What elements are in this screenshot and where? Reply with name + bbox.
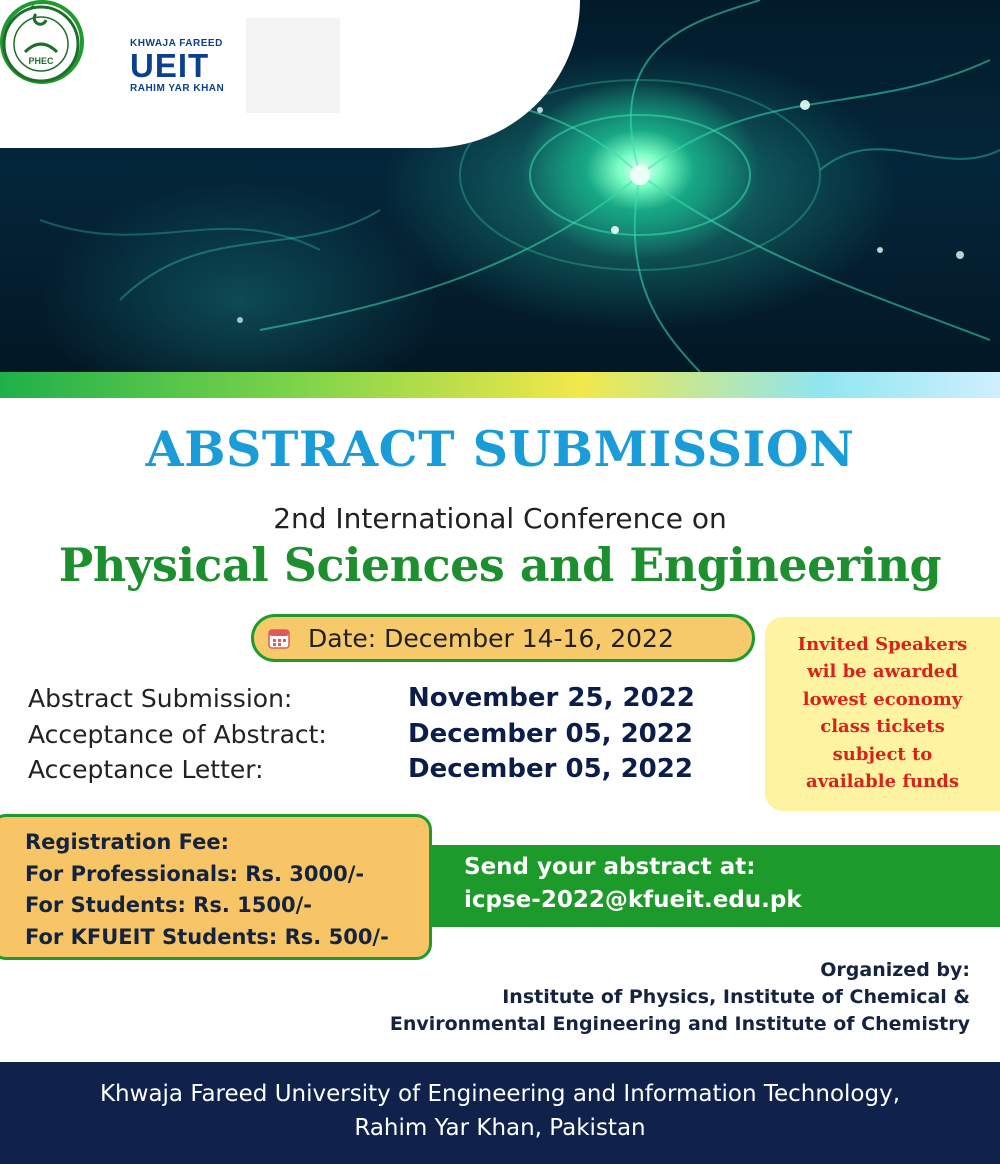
footer-location: Rahim Yar Khan, Pakistan <box>354 1115 646 1141</box>
fee-professionals: For Professionals: Rs. 3000/- <box>25 861 365 886</box>
speakers-note-line: wil be awarded <box>807 661 958 683</box>
footer <box>0 1062 1000 1164</box>
deadline-value: December 05, 2022 <box>408 719 693 749</box>
speakers-note-line: lowest economy <box>802 688 963 710</box>
conference-subtitle: 2nd International Conference on <box>273 502 727 535</box>
registration-fee-box <box>0 814 432 960</box>
date-pill <box>251 614 755 662</box>
calendar-icon <box>268 627 290 649</box>
send-email-link[interactable]: icpse-2022@kfueit.edu.pk <box>464 887 802 913</box>
hero-banner <box>0 0 1000 372</box>
speakers-note-line: Invited Speakers <box>797 634 968 655</box>
hec-logo-box <box>246 18 340 113</box>
speakers-note-line: available funds <box>806 771 959 793</box>
deadline-value: December 05, 2022 <box>408 754 693 784</box>
phec-logo-icon <box>0 0 82 84</box>
conference-date: Date: December 14-16, 2022 <box>308 623 674 653</box>
send-abstract-band <box>420 845 1000 927</box>
deadline-label: Abstract Submission: <box>28 684 293 713</box>
gradient-strip <box>0 372 1000 398</box>
registration-heading: Registration Fee: <box>25 830 230 854</box>
organizers-heading: Organized by: <box>820 959 970 981</box>
footer-university: Khwaja Fareed University of Engineering and Information Technology, <box>99 1081 901 1107</box>
organizers-line: Institute of Physics, Institute of Chemical & <box>502 986 970 1008</box>
speakers-note-line: class tickets <box>820 716 945 738</box>
speakers-note <box>765 617 1000 811</box>
speakers-note-line: subject to <box>832 743 933 765</box>
conference-name: Physical Sciences and Engineering <box>58 538 942 592</box>
deadline-label: Acceptance of Abstract: <box>28 720 327 749</box>
deadline-value: November 25, 2022 <box>408 683 695 713</box>
fee-kfueit-students: For KFUEIT Students: Rs. 500/- <box>25 924 389 949</box>
send-label: Send your abstract at: <box>464 854 756 880</box>
ueit-big-text: UEIT <box>130 47 210 84</box>
page-title: ABSTRACT SUBMISSION <box>145 420 855 478</box>
organizers-line: Environmental Engineering and Institute of Chemistry <box>389 1013 970 1035</box>
ueit-bottom-text: RAHIM YAR KHAN <box>130 83 225 94</box>
ueit-wordmark <box>130 38 240 94</box>
fee-students: For Students: Rs. 1500/- <box>25 893 312 917</box>
ueit-top-text: KHWAJA FAREED <box>130 38 223 49</box>
deadline-label: Acceptance Letter: <box>28 755 264 784</box>
phec-logo-text: PHEC <box>28 56 54 66</box>
